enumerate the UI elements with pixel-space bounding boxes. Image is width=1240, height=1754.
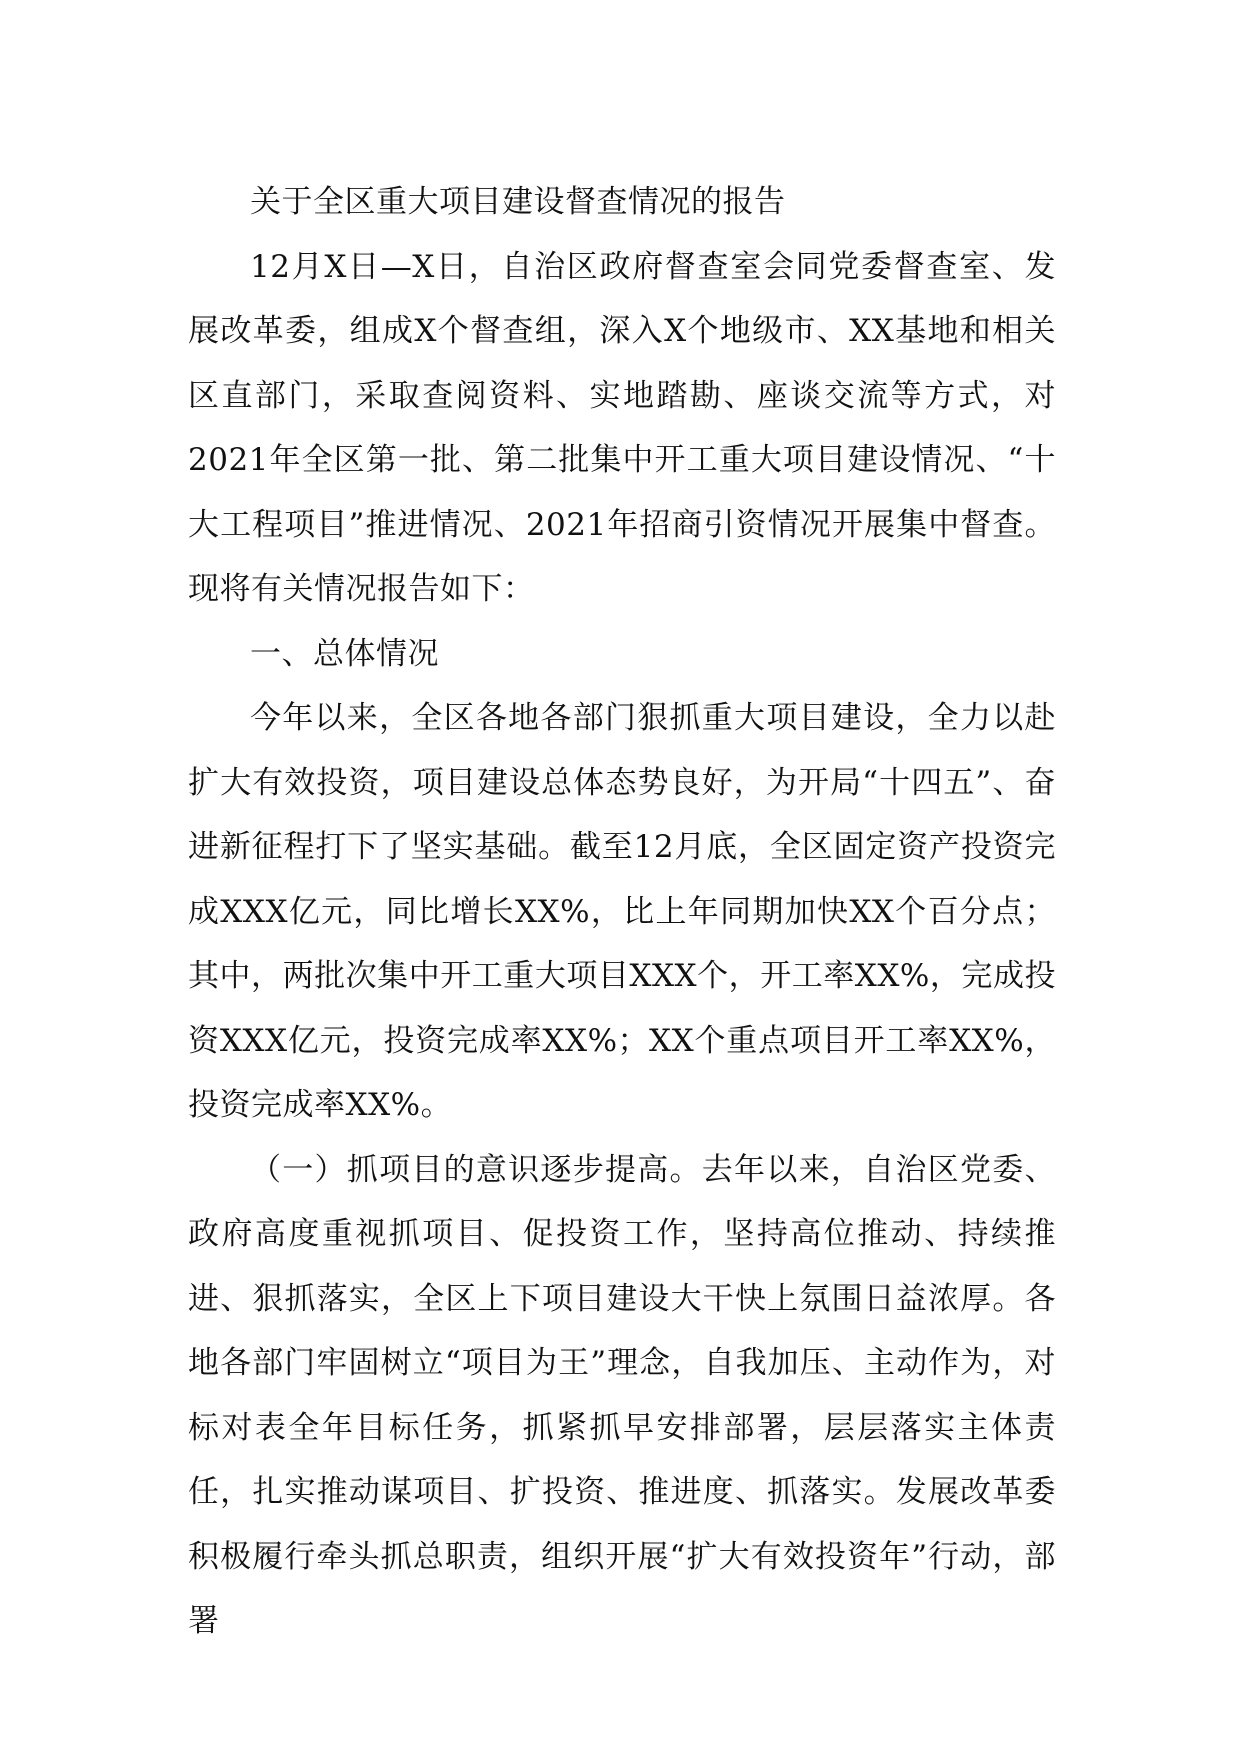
document-title: 关于全区重大项目建设督查情况的报告 — [250, 184, 786, 220]
document-body — [188, 170, 1056, 1654]
paragraph-intro: 12月X日—X日，自治区政府督查室会同党委督查室、发展改革委，组成X个督查组，深入X个地级市、XX基地和相关区直部门，采取查阅资料、实地踏勘、座谈交流等方式，对2021年全区第一批、第二批集中开工重大项目建设情况、“十大工程项目”推进情况、2021年招商引资情况开展集中督查。现将有关情况报告如下： — [188, 248, 1056, 607]
section-heading-overall: 一、总体情况 — [250, 635, 439, 672]
paragraph-subsection-1: （一）抓项目的意识逐步提高。去年以来，自治区党委、政府高度重视抓项目、促投资工作，坚持高位推动、持续推进、狠抓落实，全区上下项目建设大干快上氛围日益浓厚。各地各部门牢固树立“项目为王”理念，自我加压、主动作为，对标对表全年目标任务，抓紧抓早安排部署，层层落实主体责任，扎实推动谋项目、扩投资、推进度、抓落实。发展改革委积极履行牵头抓总职责，组织开展“扩大有效投资年”行动，部署 — [188, 1151, 1056, 1639]
paragraph-overall: 今年以来，全区各地各部门狠抓重大项目建设，全力以赴扩大有效投资，项目建设总体态势良好，为开局“十四五”、奋进新征程打下了坚实基础。截至12月底，全区固定资产投资完成XXX亿元，同比增长XX%，比上年同期加快XX个百分点；其中，两批次集中开工重大项目XXX个，开工率XX%，完成投资XXX亿元，投资完成率XX%；XX个重点项目开工率XX%，投资完成率XX%。 — [188, 700, 1056, 1123]
